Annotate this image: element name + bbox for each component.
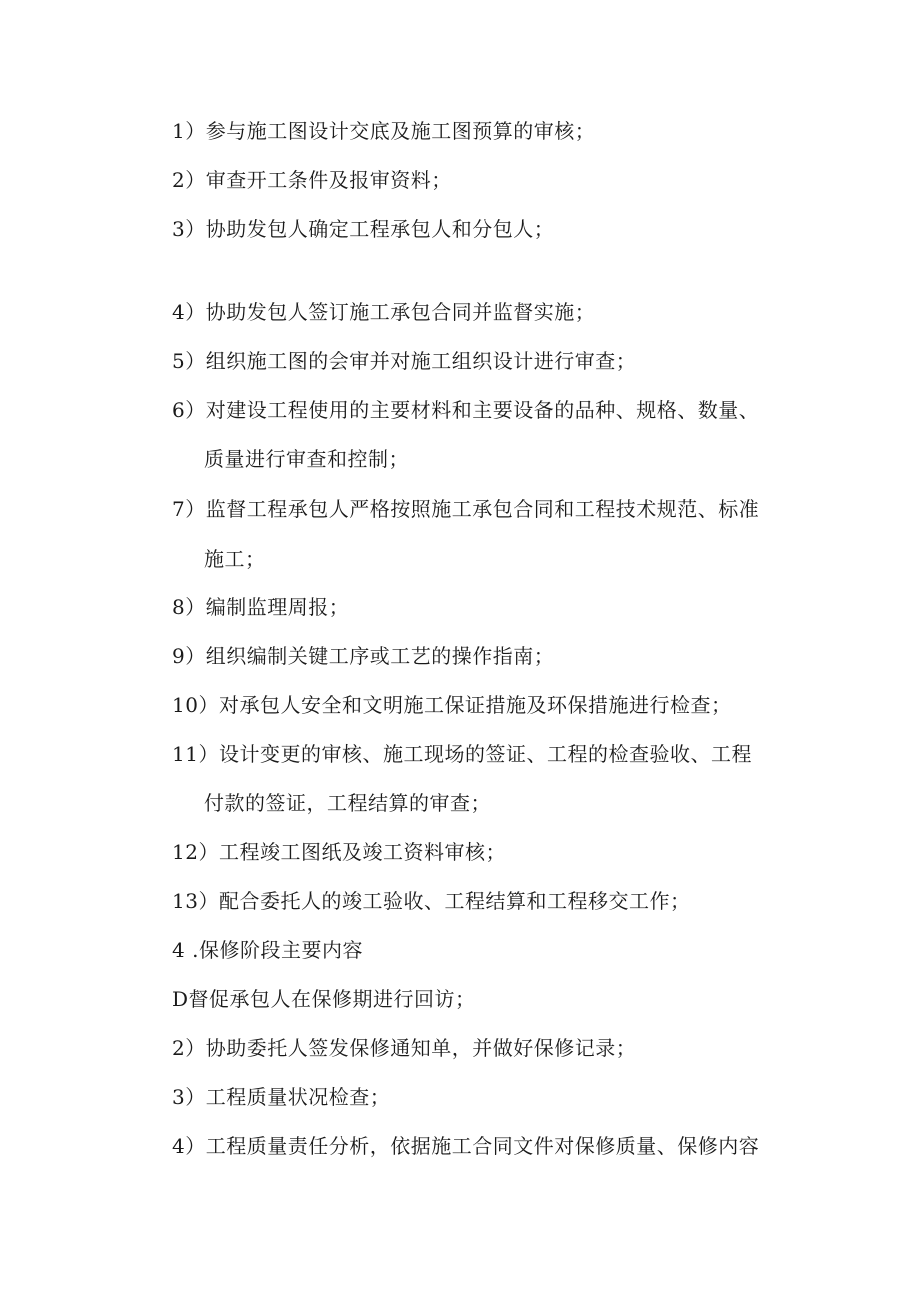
list-item-4: 4）协助发包人签订施工承包合同并监督实施； <box>172 300 596 324</box>
list-item-7: 7）监督工程承包人严格按照施工承包合同和工程技术规范、标准 <box>172 497 760 521</box>
warranty-item-3: 3）工程质量状况检查； <box>172 1085 391 1109</box>
warranty-item-1: D督促承包人在保修期进行回访； <box>172 987 476 1011</box>
list-item-6: 6）对建设工程使用的主要材料和主要设备的品种、规格、数量、 <box>172 398 760 422</box>
list-item-6-continuation: 质量进行审查和控制； <box>204 447 409 471</box>
list-item-2: 2）审查开工条件及报审资料； <box>172 168 452 192</box>
list-item-5: 5）组织施工图的会审并对施工组织设计进行审查； <box>172 349 637 373</box>
list-item-11: 11）设计变更的审核、施工现场的签证、工程的检查验收、工程 <box>172 742 752 766</box>
list-item-9: 9）组织编制关键工序或工艺的操作指南； <box>172 644 555 668</box>
list-item-1: 1）参与施工图设计交底及施工图预算的审核； <box>172 119 596 143</box>
warranty-item-2: 2）协助委托人签发保修通知单，并做好保修记录； <box>172 1036 637 1060</box>
list-item-8: 8）编制监理周报； <box>172 595 350 619</box>
list-item-7-continuation: 施工； <box>204 547 266 571</box>
list-item-12: 12）工程竣工图纸及竣工资料审核； <box>172 840 506 864</box>
section-heading: 4 .保修阶段主要内容 <box>172 938 363 962</box>
list-item-10: 10）对承包人安全和文明施工保证措施及环保措施进行检查； <box>172 693 732 717</box>
list-item-13: 13）配合委托人的竣工验收、工程结算和工程移交工作； <box>172 889 691 913</box>
warranty-item-4: 4）工程质量责任分析，依据施工合同文件对保修质量、保修内容 <box>172 1134 760 1158</box>
list-item-11-continuation: 付款的签证，工程结算的审查； <box>204 791 491 815</box>
list-item-3: 3）协助发包人确定工程承包人和分包人； <box>172 217 555 241</box>
